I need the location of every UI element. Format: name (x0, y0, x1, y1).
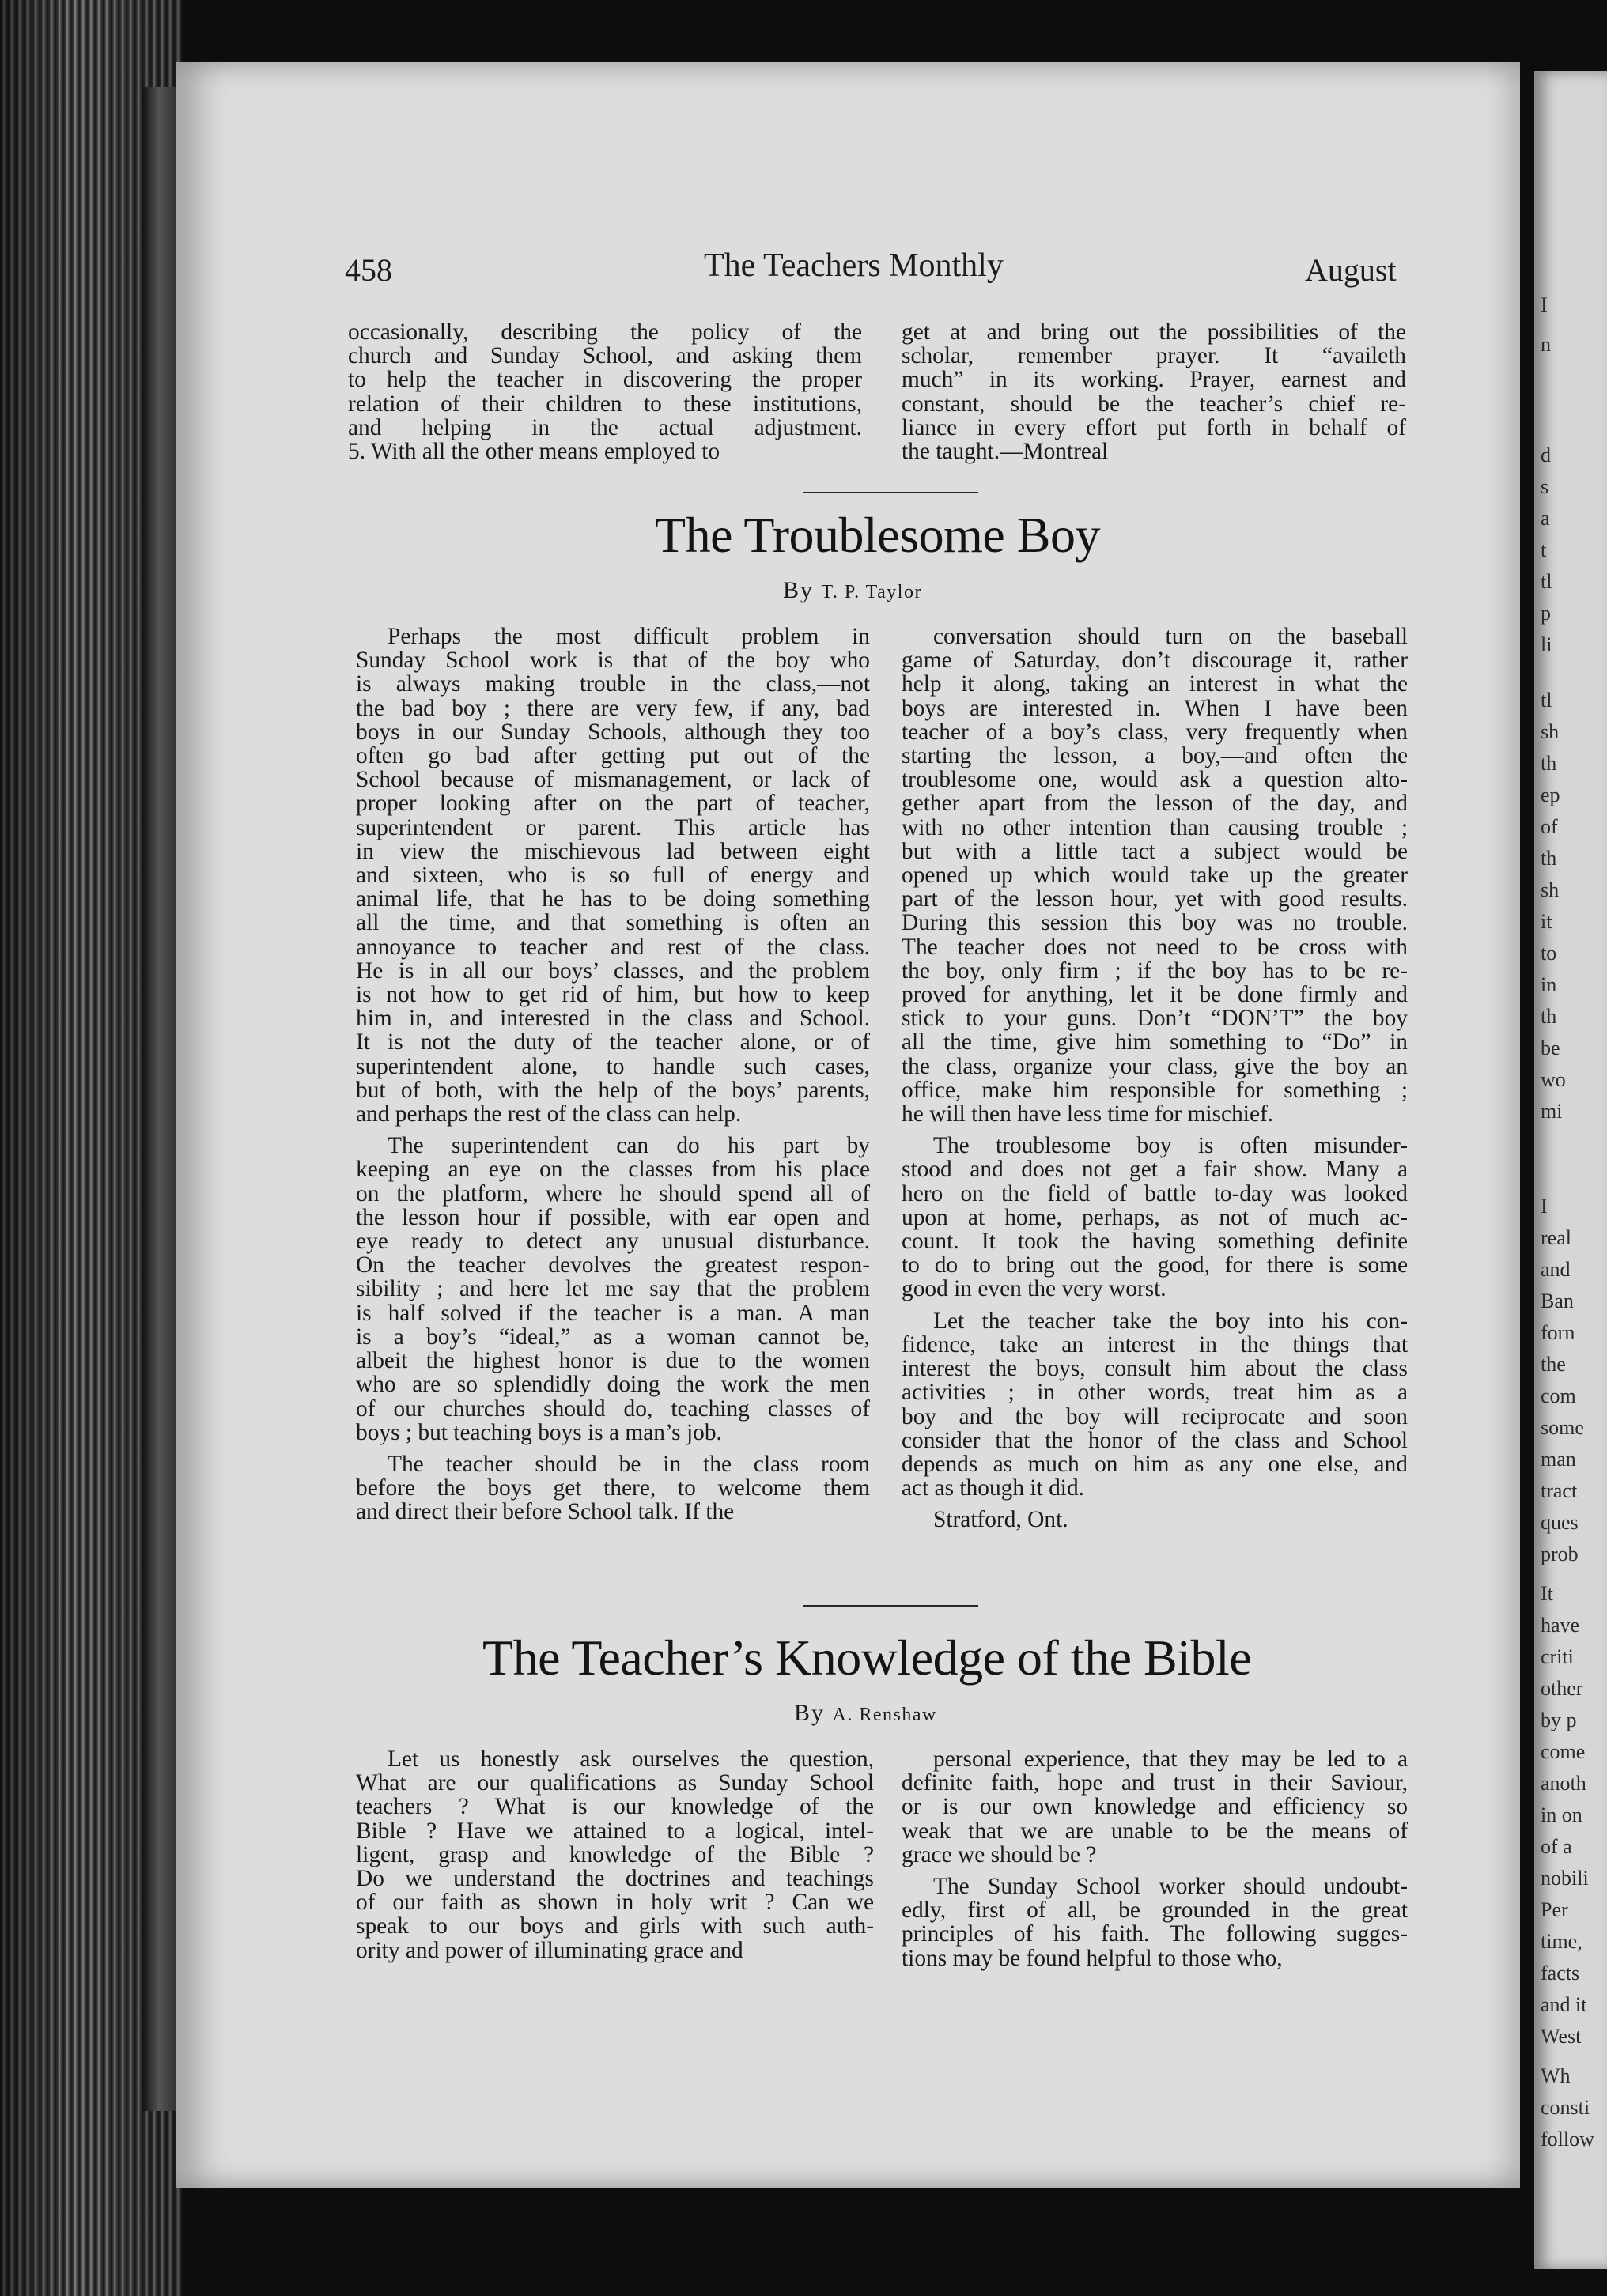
text-line: church and Sunday School, and asking them (348, 343, 862, 369)
text-line: on the platform, where he should spend all of (356, 1180, 870, 1207)
adjacent-page-text-fragment: tl (1541, 570, 1552, 593)
text-line: albeit the highest honor is due to the women (356, 1348, 870, 1374)
text-line: He is in all our boys’ classes, and the problem (356, 957, 870, 984)
text-line: scholar, remember prayer. It “availeth (902, 343, 1406, 369)
adjacent-page-text-fragment: sh (1541, 878, 1560, 901)
text-line: School because of mismanagement, or lack of (356, 767, 870, 793)
text-line: sibility ; and here let me say that the problem (356, 1276, 870, 1302)
text-line: all the time, give him something to “Do” in (902, 1029, 1408, 1055)
text-line: much” in its working. Prayer, earnest and (902, 367, 1406, 393)
text-line: hero on the field of battle to-day was looked (902, 1180, 1408, 1207)
journal-title: The Teachers Monthly (704, 247, 1004, 284)
text-line: speak to our boys and girls with such auth- (356, 1913, 874, 1939)
issue-month: August (1305, 252, 1397, 288)
text-line: starting the lesson, a boy,—and often the (902, 743, 1408, 769)
carryover-right-column (902, 320, 1406, 463)
text-line: good in even the very worst. (902, 1276, 1166, 1302)
text-line: ligent, grasp and knowledge of the Bible ? (356, 1841, 874, 1867)
adjacent-page-text-fragment: some (1541, 1416, 1584, 1439)
adjacent-page-text-fragment: and it (1541, 1993, 1587, 2016)
adjacent-page (1534, 71, 1607, 2269)
byline-author: A. Renshaw (832, 1705, 937, 1725)
adjacent-page-text-fragment: th (1541, 847, 1557, 870)
text-line: Let the teacher take the boy into his con- (933, 1308, 1408, 1334)
text-line: part of the lesson hour, yet with good results. (902, 886, 1408, 912)
text-line: and direct their before School talk. If the (356, 1499, 735, 1525)
adjacent-page-text-fragment: ques (1541, 1511, 1579, 1534)
adjacent-page-text-fragment: I (1541, 1195, 1548, 1218)
text-line: consider that the honor of the class and School (902, 1427, 1408, 1453)
text-line: upon at home, perhaps, as not of much ac- (902, 1204, 1408, 1230)
text-line: with no other intention than causing trouble ; (902, 814, 1408, 840)
text-line: teacher of a boy’s class, very frequently when (902, 719, 1408, 745)
text-line: constant, should be the teacher’s chief re- (902, 391, 1406, 417)
adjacent-page-text-fragment: I (1541, 293, 1548, 316)
text-line: the lesson hour if possible, with ear open and (356, 1204, 870, 1230)
text-line: troublesome one, would ask a question alto- (902, 767, 1408, 793)
text-line: the taught.—Montreal (902, 439, 1109, 465)
text-line: boy and the boy will reciprocate and soon (902, 1403, 1408, 1429)
paragraph (356, 1452, 870, 1524)
text-line: is not how to get rid of him, but how to keep (356, 982, 870, 1008)
adjacent-page-text-fragment: real (1541, 1226, 1571, 1249)
text-line: but of both, with the help of the boys’ parents, (356, 1077, 870, 1103)
text-line: conversation should turn on the baseball (933, 624, 1408, 649)
text-line: to do to bring out the good, for there is some (902, 1252, 1408, 1278)
adjacent-page-text-fragment: by p (1541, 1709, 1577, 1731)
adjacent-page-text-fragment: Per (1541, 1898, 1568, 1921)
adjacent-page-text-fragment: li (1541, 633, 1552, 656)
text-line: edly, first of all, be grounded in the great (902, 1898, 1408, 1924)
adjacent-page-text-fragment: It (1541, 1582, 1553, 1605)
paragraph (902, 1508, 1408, 1531)
byline-prefix: By (794, 1700, 826, 1726)
text-line: superintendent or parent. This article has (356, 814, 870, 840)
adjacent-page-text-fragment: a (1541, 507, 1550, 530)
article1-left-column (356, 625, 870, 1524)
paragraph (902, 1875, 1408, 1970)
text-line: teachers ? What is our knowledge of the (356, 1794, 874, 1820)
text-line: animal life, that he has to be doing something (356, 886, 870, 912)
text-line: principles of his faith. The following sugges- (902, 1921, 1408, 1947)
adjacent-page-text-fragment: in on (1541, 1803, 1582, 1826)
adjacent-page-text-fragment: other (1541, 1677, 1583, 1700)
adjacent-page-text-fragment: and (1541, 1258, 1571, 1281)
text-line: who are so splendidly doing the work the men (356, 1372, 870, 1398)
paragraph (902, 1747, 1408, 1867)
text-line: opened up which would take up the greater (902, 863, 1408, 889)
text-line: The teacher does not need to be cross with (902, 934, 1408, 960)
adjacent-page-text-fragment: n (1541, 333, 1551, 356)
text-line: 5. With all the other means employed to (348, 439, 720, 465)
adjacent-page-text-fragment: nobili (1541, 1867, 1589, 1890)
text-line: activities ; in other words, treat him as a (902, 1380, 1408, 1406)
paragraph (902, 625, 1408, 1126)
text-line: relation of their children to these institutions, (348, 391, 862, 417)
text-line: annoyance to teacher and rest of the class. (356, 934, 870, 960)
page-number: 458 (345, 252, 392, 288)
text-line: gether apart from the lesson of the day, and (902, 791, 1408, 817)
article1-right-column (902, 625, 1408, 1532)
adjacent-page-text-fragment: facts (1541, 1962, 1580, 1984)
text-line: Perhaps the most difficult problem in (388, 624, 870, 649)
article-title: The Teacher’s Knowledge of the Bible (482, 1629, 1252, 1686)
text-line: stick to your guns. Don’t “DON’T” the boy (902, 1006, 1408, 1032)
text-line: and sixteen, who is so full of energy and (356, 863, 870, 889)
article-byline (794, 1700, 937, 1727)
text-line: often go bad after getting put out of the (356, 743, 870, 769)
adjacent-page-text-fragment: sh (1541, 720, 1560, 743)
text-line: he will then have less time for mischief. (902, 1101, 1274, 1127)
text-line: is half solved if the teacher is a man. A man (356, 1300, 870, 1326)
adjacent-page-text-fragment: p (1541, 602, 1551, 625)
text-line: and perhaps the rest of the class can help. (356, 1101, 742, 1127)
paragraph (356, 625, 870, 1126)
byline-author: T. P. Taylor (821, 582, 922, 602)
adjacent-page-text-fragment: tl (1541, 689, 1552, 712)
text-line: or is our own knowledge and efficiency so (902, 1794, 1408, 1820)
adjacent-page-text-fragment: the (1541, 1353, 1566, 1376)
adjacent-page-text-fragment: wo (1541, 1068, 1566, 1091)
text-line: keeping an eye on the classes from his place (356, 1157, 870, 1183)
text-line: proper looking after on the part of teacher, (356, 791, 870, 817)
text-line: before the boys get there, to welcome them (356, 1475, 870, 1501)
text-line: Sunday School work is that of the boy who (356, 648, 870, 674)
text-line: office, make him responsible for something ; (902, 1077, 1408, 1103)
adjacent-page-text-fragment: of (1541, 815, 1558, 838)
adjacent-page-text-fragment: consti (1541, 2096, 1590, 2119)
text-line: occasionally, describing the policy of the (348, 319, 862, 345)
adjacent-page-text-fragment: it (1541, 910, 1552, 933)
text-line: of our faith as shown in holy writ ? Can we (356, 1890, 874, 1916)
text-line: On the teacher devolves the greatest respon- (356, 1252, 870, 1278)
article2-left-column (356, 1747, 874, 1962)
adjacent-page-text-fragment: s (1541, 475, 1549, 498)
text-line: help it along, taking an interest in what the (902, 671, 1408, 697)
text-line: The Sunday School worker should undoubt- (933, 1874, 1408, 1900)
article2-right-column (902, 1747, 1408, 1970)
text-line: eye ready to detect any unusual disturbance. (356, 1229, 870, 1255)
text-line: fidence, take an interest in the things that (902, 1331, 1408, 1358)
text-line: in view the mischievous lad between eight (356, 838, 870, 864)
text-line: personal experience, that they may be led to a (933, 1747, 1408, 1772)
text-line: all the time, and that something is often an (356, 910, 870, 936)
text-line: The troublesome boy is often misunder- (933, 1133, 1408, 1159)
text-line: Stratford, Ont. (933, 1507, 1068, 1533)
adjacent-page-text-fragment: be (1541, 1037, 1560, 1059)
text-line: Bible ? Have we attained to a logical, intel- (356, 1818, 874, 1844)
text-line: superintendent alone, to handle such cases, (356, 1053, 870, 1079)
text-line: boys ; but teaching boys is a man’s job. (356, 1419, 722, 1445)
text-line: Do we understand the doctrines and teachings (356, 1866, 874, 1892)
adjacent-page-text-fragment: to (1541, 942, 1557, 965)
text-line: Let us honestly ask ourselves the question, (388, 1747, 874, 1772)
adjacent-page-text-fragment: time, (1541, 1930, 1582, 1953)
paragraph (902, 1309, 1408, 1501)
text-line: is a boy’s “ideal,” as a woman cannot be, (356, 1324, 870, 1350)
text-line: depends as much on him as any one else, and (902, 1451, 1408, 1477)
text-line: count. It took the having something definite (902, 1229, 1408, 1255)
adjacent-page-text-fragment: anoth (1541, 1772, 1586, 1795)
adjacent-page-text-fragment: d (1541, 444, 1551, 466)
text-line: grace we should be ? (902, 1841, 1097, 1867)
text-line: ority and power of illuminating grace and (356, 1937, 743, 1963)
carryover-left-column (348, 320, 862, 463)
text-line: weak that we are unable to be the means of (902, 1818, 1408, 1844)
adjacent-page-text-fragment: tract (1541, 1479, 1578, 1502)
text-line: get at and bring out the possibilities of the (902, 319, 1406, 345)
text-line: tions may be found helpful to those who, (902, 1945, 1283, 1971)
text-line: act as though it did. (902, 1475, 1085, 1501)
adjacent-page-text-fragment: of a (1541, 1835, 1572, 1858)
adjacent-page-text-fragment: follow (1541, 2128, 1594, 2151)
adjacent-page-text-fragment: com (1541, 1384, 1576, 1407)
adjacent-page-text-fragment: criti (1541, 1645, 1574, 1668)
text-line: liance in every effort put forth in behalf of (902, 414, 1406, 440)
article-byline (783, 577, 922, 604)
adjacent-page-text-fragment: th (1541, 752, 1557, 775)
text-line: boys in our Sunday Schools, although they too (356, 719, 870, 745)
adjacent-page-text-fragment: have (1541, 1614, 1580, 1637)
adjacent-page-text-fragment: ep (1541, 784, 1560, 806)
text-line: proved for anything, let it be done firmly and (902, 982, 1408, 1008)
text-line: him in, and interested in the class and School. (356, 1006, 870, 1032)
text-line: to help the teacher in discovering the proper (348, 367, 862, 393)
adjacent-page-text-fragment: mi (1541, 1100, 1563, 1123)
text-line: the bad boy ; there are very few, if any, bad (356, 695, 870, 721)
adjacent-page-text-fragment: th (1541, 1005, 1557, 1028)
text-line: stood and does not get a fair show. Many a (902, 1157, 1408, 1183)
text-line: definite faith, hope and trust in their Saviour, (902, 1770, 1408, 1796)
paragraph (356, 1134, 870, 1444)
text-line: but with a little tact a subject would be (902, 838, 1408, 864)
adjacent-page-text-fragment: prob (1541, 1543, 1579, 1565)
adjacent-page-text-fragment: Wh (1541, 2064, 1571, 2087)
text-line: boys are interested in. When I have been (902, 695, 1408, 721)
text-line: is always making trouble in the class,—not (356, 671, 870, 697)
adjacent-page-text-fragment: come (1541, 1740, 1586, 1763)
adjacent-page-text-fragment: in (1541, 973, 1557, 996)
text-line: The teacher should be in the class room (388, 1451, 870, 1477)
paragraph (902, 1134, 1408, 1301)
text-line: It is not the duty of the teacher alone, or of (356, 1029, 870, 1055)
adjacent-page-text-fragment: West (1541, 2025, 1582, 2048)
text-line: the class, organize your class, give the boy an (902, 1053, 1408, 1079)
text-line: What are our qualifications as Sunday School (356, 1770, 874, 1796)
section-divider (803, 492, 978, 493)
adjacent-page-text-fragment: Ban (1541, 1290, 1574, 1312)
byline-prefix: By (783, 577, 815, 603)
adjacent-page-text-fragment: forn (1541, 1321, 1575, 1344)
text-line: game of Saturday, don’t discourage it, rather (902, 648, 1408, 674)
article-title: The Troublesome Boy (655, 507, 1100, 563)
text-line: and helping in the actual adjustment. (348, 414, 862, 440)
text-line: During this session this boy was no trouble. (902, 910, 1408, 936)
adjacent-page-text-fragment: man (1541, 1448, 1576, 1471)
text-line: interest the boys, consult him about the class (902, 1356, 1408, 1382)
section-divider (803, 1605, 978, 1607)
text-line: The superintendent can do his part by (388, 1133, 870, 1159)
adjacent-page-text-fragment: t (1541, 538, 1547, 561)
text-line: the boy, only firm ; if the boy has to be re- (902, 957, 1408, 984)
text-line: of our churches should do, teaching classes of (356, 1395, 870, 1422)
